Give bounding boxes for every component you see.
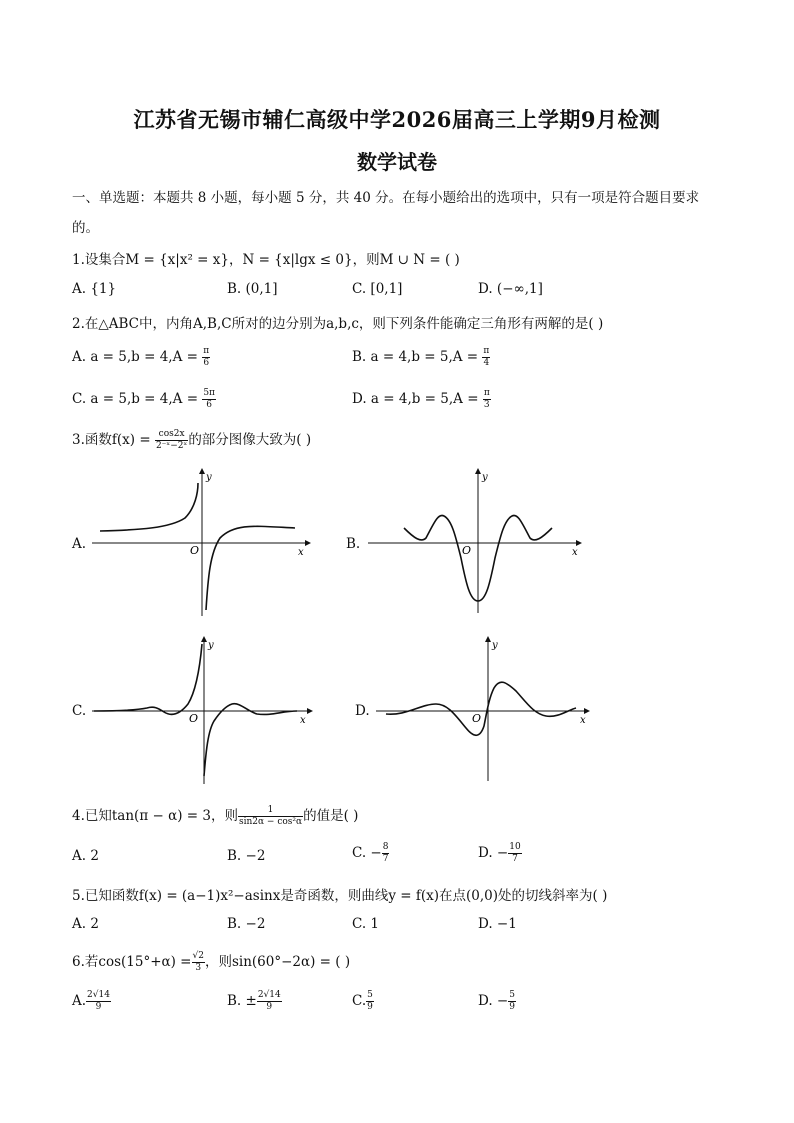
q4-option-b: B. −2 bbox=[227, 848, 266, 864]
q3-option-c-label: C. bbox=[72, 703, 87, 719]
q3-graph-a-origin: O bbox=[190, 544, 200, 557]
q1-stem: 1.设集合M = {x|x² = x}，N = {x|lgx ≤ 0}，则M ∪ N = ( ) bbox=[72, 252, 460, 268]
q3-graph-d-x-label: x bbox=[580, 715, 586, 726]
q3-graph-c-origin: O bbox=[189, 712, 199, 725]
q3-graph-a-x-label: x bbox=[298, 547, 304, 558]
q6-option-d: D. − $\frac{5}{9}$ bbox=[478, 990, 515, 1012]
q6-option-a: A. $\frac{2√14}{9}$ bbox=[72, 990, 110, 1012]
q6-stem: 6.若cos(15°+α) = $\frac{√2}{3}$ ，则sin(60°−2α) = ( ) bbox=[72, 951, 351, 973]
q1-option-b: B. (0,1] bbox=[227, 281, 278, 297]
exam-title: 江苏省无锡市辅仁高级中学2026届高三上学期9月检测 bbox=[133, 107, 661, 132]
q6-option-b: B. ± $\frac{2√14}{9}$ bbox=[227, 990, 281, 1012]
q4-option-a: A. 2 bbox=[72, 848, 99, 864]
section-heading-line1: 一、单选题：本题共 8 小题，每小题 5 分，共 40 分。在每小题给出的选项中，只有一项是符合题目要求 bbox=[72, 190, 700, 206]
q3-graph-c bbox=[92, 636, 312, 786]
q3-graph-a bbox=[90, 468, 310, 618]
q5-stem: 5.已知函数f(x) = (a−1)x²−asinx是奇函数，则曲线y = f(x)在点(0,0)处的切线斜率为( ) bbox=[72, 888, 608, 904]
q3-graph-d bbox=[376, 636, 596, 786]
q3-graph-c-x-label: x bbox=[300, 715, 306, 726]
q3-graph-b-x-label: x bbox=[572, 547, 578, 558]
q5-option-c: C. 1 bbox=[352, 916, 380, 932]
exam-subtitle: 数学试卷 bbox=[357, 150, 437, 174]
q3-stem: 3.函数f(x) = $\frac{\cos 2x}{\text{2⁻ˣ−2ˣ}}$ 的部分图像大致为( ) bbox=[72, 429, 312, 451]
q6-option-c: C. $\frac{5}{9}$ bbox=[352, 990, 373, 1012]
q1-option-a: A. {1} bbox=[72, 281, 117, 297]
q2-option-a: A. a = 5,b = 4,A = $\frac{\pi}{6}$ bbox=[72, 346, 210, 368]
q3-option-d-label: D. bbox=[355, 703, 370, 719]
q3-graph-b bbox=[366, 468, 586, 618]
q3-graph-c-y-label: y bbox=[208, 640, 214, 651]
q5-option-b: B. −2 bbox=[227, 916, 266, 932]
q3-graph-b-y-label: y bbox=[482, 472, 488, 483]
q1-option-c: C. [0,1] bbox=[352, 281, 403, 297]
q1-option-d: D. (−∞,1] bbox=[478, 281, 543, 297]
q2-option-d: D. a = 4,b = 5,A = $\frac{\pi}{3}$ bbox=[352, 388, 490, 410]
q3-graph-d-y-label: y bbox=[492, 640, 498, 651]
q3-graph-d-origin: O bbox=[472, 712, 482, 725]
section-heading-line2: 的。 bbox=[72, 220, 99, 236]
q2-stem: 2.在△ABC中，内角A,B,C所对的边分别为a,b,c，则下列条件能确定三角形有两解的是( ) bbox=[72, 316, 604, 332]
q3-graph-b-origin: O bbox=[462, 544, 472, 557]
q4-option-d: D. − $\frac{10}{7}$ bbox=[478, 842, 521, 864]
q2-option-b: B. a = 4,b = 5,A = $\frac{\pi}{4}$ bbox=[352, 346, 490, 368]
q5-option-d: D. −1 bbox=[478, 916, 517, 932]
q3-option-b-label: B. bbox=[346, 536, 361, 552]
q3-option-a-label: A. bbox=[72, 536, 87, 552]
q3-graph-a-y-label: y bbox=[206, 472, 212, 483]
q4-stem: 4.已知tan(π − α) = 3，则 $\frac{1}{\text{sin2α − cos²α}}$ 的值是( ) bbox=[72, 805, 359, 827]
q2-option-c: C. a = 5,b = 4,A = $\frac{5\pi}{6}$ bbox=[72, 388, 215, 410]
q4-option-c: C. − $\frac{8}{7}$ bbox=[352, 842, 389, 864]
q5-option-a: A. 2 bbox=[72, 916, 99, 932]
